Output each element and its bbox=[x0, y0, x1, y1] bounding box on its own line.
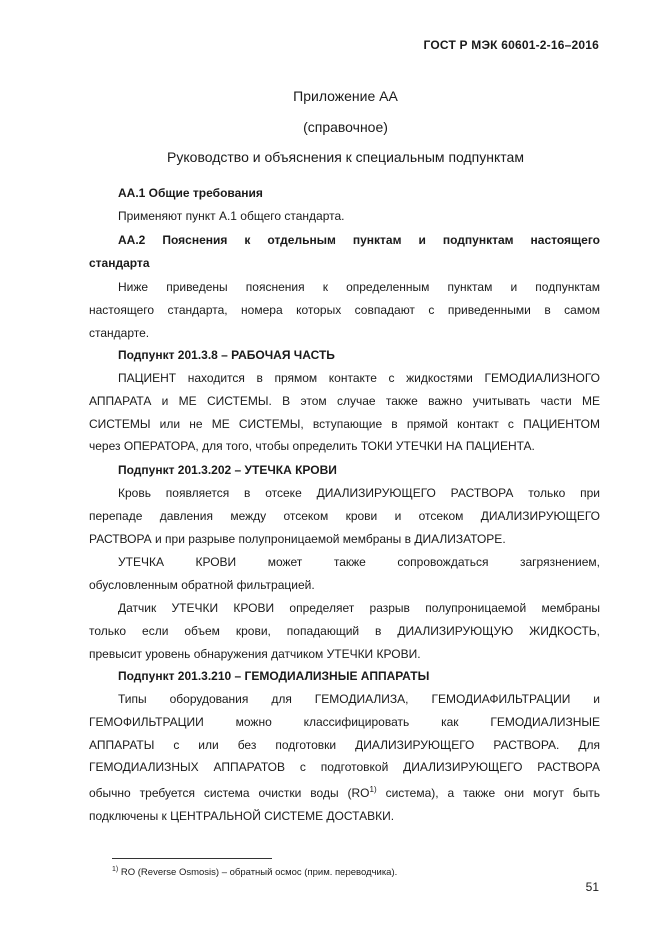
aa2-heading: АА.2 Пояснения к отдельным пунктам и подпунктам настоящего стандарта bbox=[89, 233, 600, 270]
section-201-3-8-heading: Подпункт 201.3.8 – РАБОЧАЯ ЧАСТЬ bbox=[118, 348, 335, 362]
section-201-3-202-para-2: УТЕЧКА КРОВИ может также сопровождаться загрязнением, обусловленным обратной фильтрацией. bbox=[89, 555, 600, 592]
section-201-3-210-text: Типы оборудования для ГЕМОДИАЛИЗА, ГЕМОДИАФИЛЬТРАЦИИ и ГЕМОФИЛЬТРАЦИИ можно классифицировать как ГЕМОДИАЛИЗНЫЕ АППАРАТЫ с или без подготовки ДИАЛИЗИРУЮЩЕГО РАСТВОРА. Для ГЕМОДИАЛИЗНЫХ АППАРАТОВ с подготовкой ДИАЛИЗИРУЮЩЕГО РАСТВОРА обычно требуется система очистки воды (RO$^{1)}$ система), а также они могут быть подключены к ЦЕНТРАЛЬНОЙ СИСТЕМЕ ДОСТАВКИ. bbox=[89, 692, 600, 823]
footnote-divider bbox=[112, 858, 272, 859]
section-201-3-210-heading: Подпункт 201.3.210 – ГЕМОДИАЛИЗНЫЕ АППАРАТЫ bbox=[118, 669, 430, 683]
appendix-title: Приложение АА bbox=[293, 88, 398, 104]
footnote: $^{1)}$ RO (Reverse Osmosis) – обратный осмос (прим. переводчика). bbox=[112, 866, 398, 879]
section-201-3-202-para-3: Датчик УТЕЧКИ КРОВИ определяет разрыв полупроницаемой мембраны только если объем крови, попадающий в ДИАЛИЗИРУЮЩУЮ ЖИДКОСТЬ, превысит уровень обнаружения датчиком УТЕЧКИ КРОВИ. bbox=[89, 601, 600, 661]
ro-line: обычно требуется система очистки воды (RO$^{1)}$ система), а также они могут быть bbox=[89, 785, 600, 801]
section-201-3-8-text: ПАЦИЕНТ находится в прямом контакте с жидкостями ГЕМОДИАЛИЗНОГО АППАРАТА и МЕ СИСТЕМЫ. В этом случае также важно учитывать части МЕ СИСТЕМЫ или не МЕ СИСТЕМЫ, вступающие в прямой контакт с ПАЦИЕНТОМ через ОПЕРАТОРА, для того, чтобы определить ТОКИ УТЕЧКИ НА ПАЦИЕНТА. bbox=[89, 371, 600, 454]
page-number: 51 bbox=[585, 880, 599, 894]
aa1-text: Применяют пункт А.1 общего стандарта. bbox=[118, 209, 345, 223]
appendix-main-title: Руководство и объяснения к специальным подпунктам bbox=[167, 149, 524, 165]
section-201-3-202-para-1: Кровь появляется в отсеке ДИАЛИЗИРУЮЩЕГО РАСТВОРА только при перепаде давления между отсеком крови и отсеком ДИАЛИЗИРУЮЩЕГО РАСТВОРА и при разрыве полупроницаемой мембраны в ДИАЛИЗАТОРЕ. bbox=[89, 486, 600, 546]
footnote-ref: 1) bbox=[369, 785, 377, 795]
aa2-text: Ниже приведены пояснения к определенным пунктам и подпунктам настоящего стандарта, номера которых совпадают с приведенными в самом стандарте. bbox=[89, 280, 600, 340]
appendix-type: (справочное) bbox=[303, 119, 388, 135]
footnote-mark: 1) bbox=[112, 866, 119, 873]
section-201-3-202-heading: Подпункт 201.3.202 – УТЕЧКА КРОВИ bbox=[118, 463, 337, 477]
aa1-heading: АА.1 Общие требования bbox=[118, 186, 263, 200]
standard-code-header: ГОСТ Р МЭК 60601-2-16–2016 bbox=[423, 38, 599, 52]
